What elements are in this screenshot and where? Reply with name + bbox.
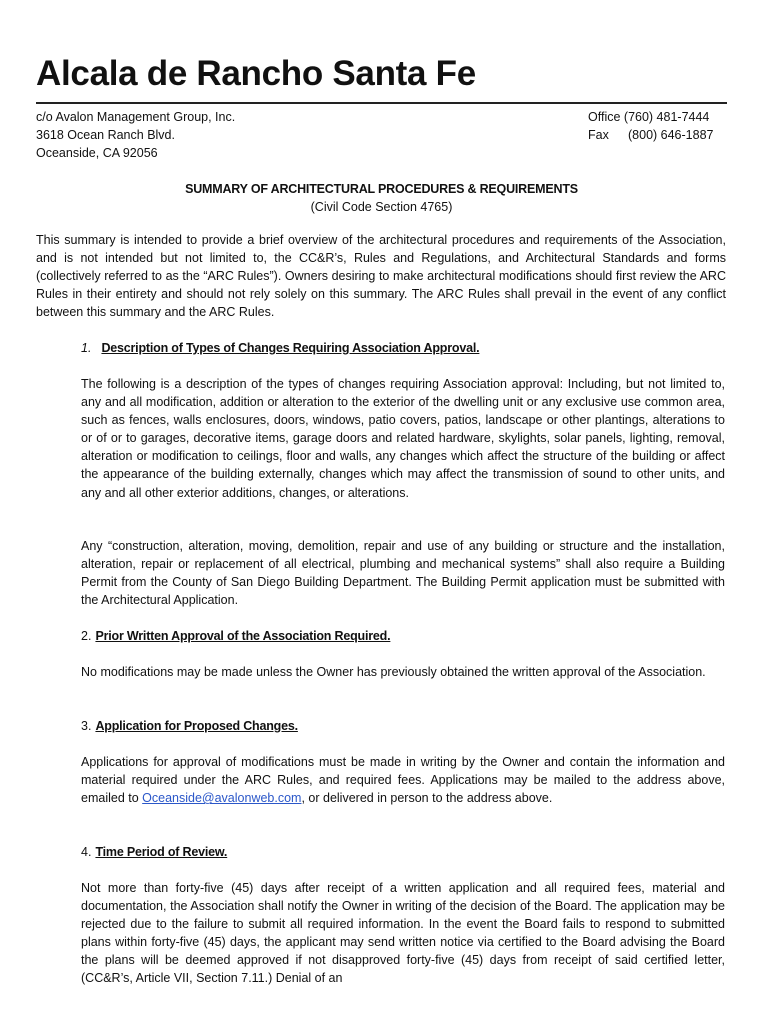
section-1-paragraph-1: The following is a description of the types of changes requiring Association approval: Including, but not limited to, any and all modification, addition or alteration to the exterior of the dwelling unit or any exclusive use common area, such as fences, walls enclosures, doors, windows, patio covers, patios, landscape or other plantings, alterations to or of or to garages, decorative items, garage doors and related hardware, skylights, solar panels, lighting, removal, alteration or modification to ceilings, floor and walls, any changes which affect the structure of the building or affect the appearance of the building externally, changes which may affect the transmission of sound to other units, and any and all other exterior additions, changes, or alterations. bbox=[81, 377, 725, 500]
contact-numbers bbox=[588, 108, 713, 144]
section-number: 4. bbox=[81, 845, 92, 859]
section-4-paragraph: Not more than forty-five (45) days after receipt of a written application and all required fees, material and documentation, the Association shall notify the Owner in writing of the decision of the Board. The application may be rejected due to the failure to submit all required information. In the event the Board fails to respond to submitted plans within forty-five (45) days, the applicant may send written notice via certified to the Board advising the Board the plans will be deemed approved if not disapproved forty-five (45) days from receipt of said certified letter, (CC&R’s, Article VII, Section 7.11.) Denial of an bbox=[81, 881, 725, 986]
section-1-heading bbox=[81, 339, 479, 357]
section-4-heading bbox=[81, 843, 227, 861]
title-divider bbox=[36, 102, 727, 104]
section-3-heading bbox=[81, 717, 298, 735]
section-title: Time Period of Review. bbox=[95, 845, 228, 859]
section-2-heading bbox=[81, 627, 390, 645]
section-3-text-after: , or delivered in person to the address above. bbox=[301, 791, 553, 806]
section-2-paragraph: No modifications may be made unless the Owner has previously obtained the written approval of the Association. bbox=[81, 665, 706, 679]
summary-heading-title: SUMMARY OF ARCHITECTURAL PROCEDURES & REQUIREMENTS bbox=[185, 182, 578, 196]
office-phone: (760) 481-7444 bbox=[623, 110, 710, 124]
address-line: Oceanside, CA 92056 bbox=[36, 146, 158, 160]
section-number: 1. bbox=[81, 341, 92, 355]
section-title: Description of Types of Changes Requiring Association Approval. bbox=[101, 341, 480, 355]
fax-label: Fax bbox=[588, 128, 609, 142]
address-line: c/o Avalon Management Group, Inc. bbox=[36, 110, 236, 124]
section-3-text-before: Applications for approval of modifications must be made in writing by the Owner and contain the information and material required under the ARC Rules, and required fees. Applications may be mailed to the address above, emailed to bbox=[81, 755, 725, 806]
section-number: 2. bbox=[81, 629, 92, 643]
office-label: Office bbox=[588, 110, 621, 124]
mailing-address bbox=[36, 108, 235, 162]
address-line: 3618 Ocean Ranch Blvd. bbox=[36, 128, 175, 142]
section-3-paragraph bbox=[81, 753, 725, 807]
email-link[interactable]: Oceanside@avalonweb.com bbox=[142, 791, 302, 806]
intro-paragraph: This summary is intended to provide a brief overview of the architectural procedures and requirements of the Association, and is not intended but not limited to, the CC&R’s, Rules and Regulations, and Architectural Standards and forms (collectively referred to as the “ARC Rules”). Owners desiring to make architectural modifications should first review the ARC Rules in their entirety and should not rely solely on this summary. The ARC Rules shall prevail in the event of any conflict between this summary and the ARC Rules. bbox=[36, 233, 726, 320]
fax-phone: (800) 646-1887 bbox=[628, 128, 714, 142]
summary-heading bbox=[36, 180, 727, 216]
section-title: Application for Proposed Changes. bbox=[95, 719, 298, 733]
document-title: Alcala de Rancho Santa Fe bbox=[36, 54, 476, 93]
section-title: Prior Written Approval of the Association Required. bbox=[95, 629, 391, 643]
section-1-paragraph-2: Any “construction, alteration, moving, demolition, repair and use of any building or structure and the installation, alteration, repair or replacement of all electrical, plumbing and mechanical systems” shall also require a Building Permit from the County of San Diego Building Department. The Building Permit application must be submitted with the Architectural Application. bbox=[81, 539, 725, 608]
section-number: 3. bbox=[81, 719, 92, 733]
summary-heading-subtitle: (Civil Code Section 4765) bbox=[310, 200, 453, 214]
